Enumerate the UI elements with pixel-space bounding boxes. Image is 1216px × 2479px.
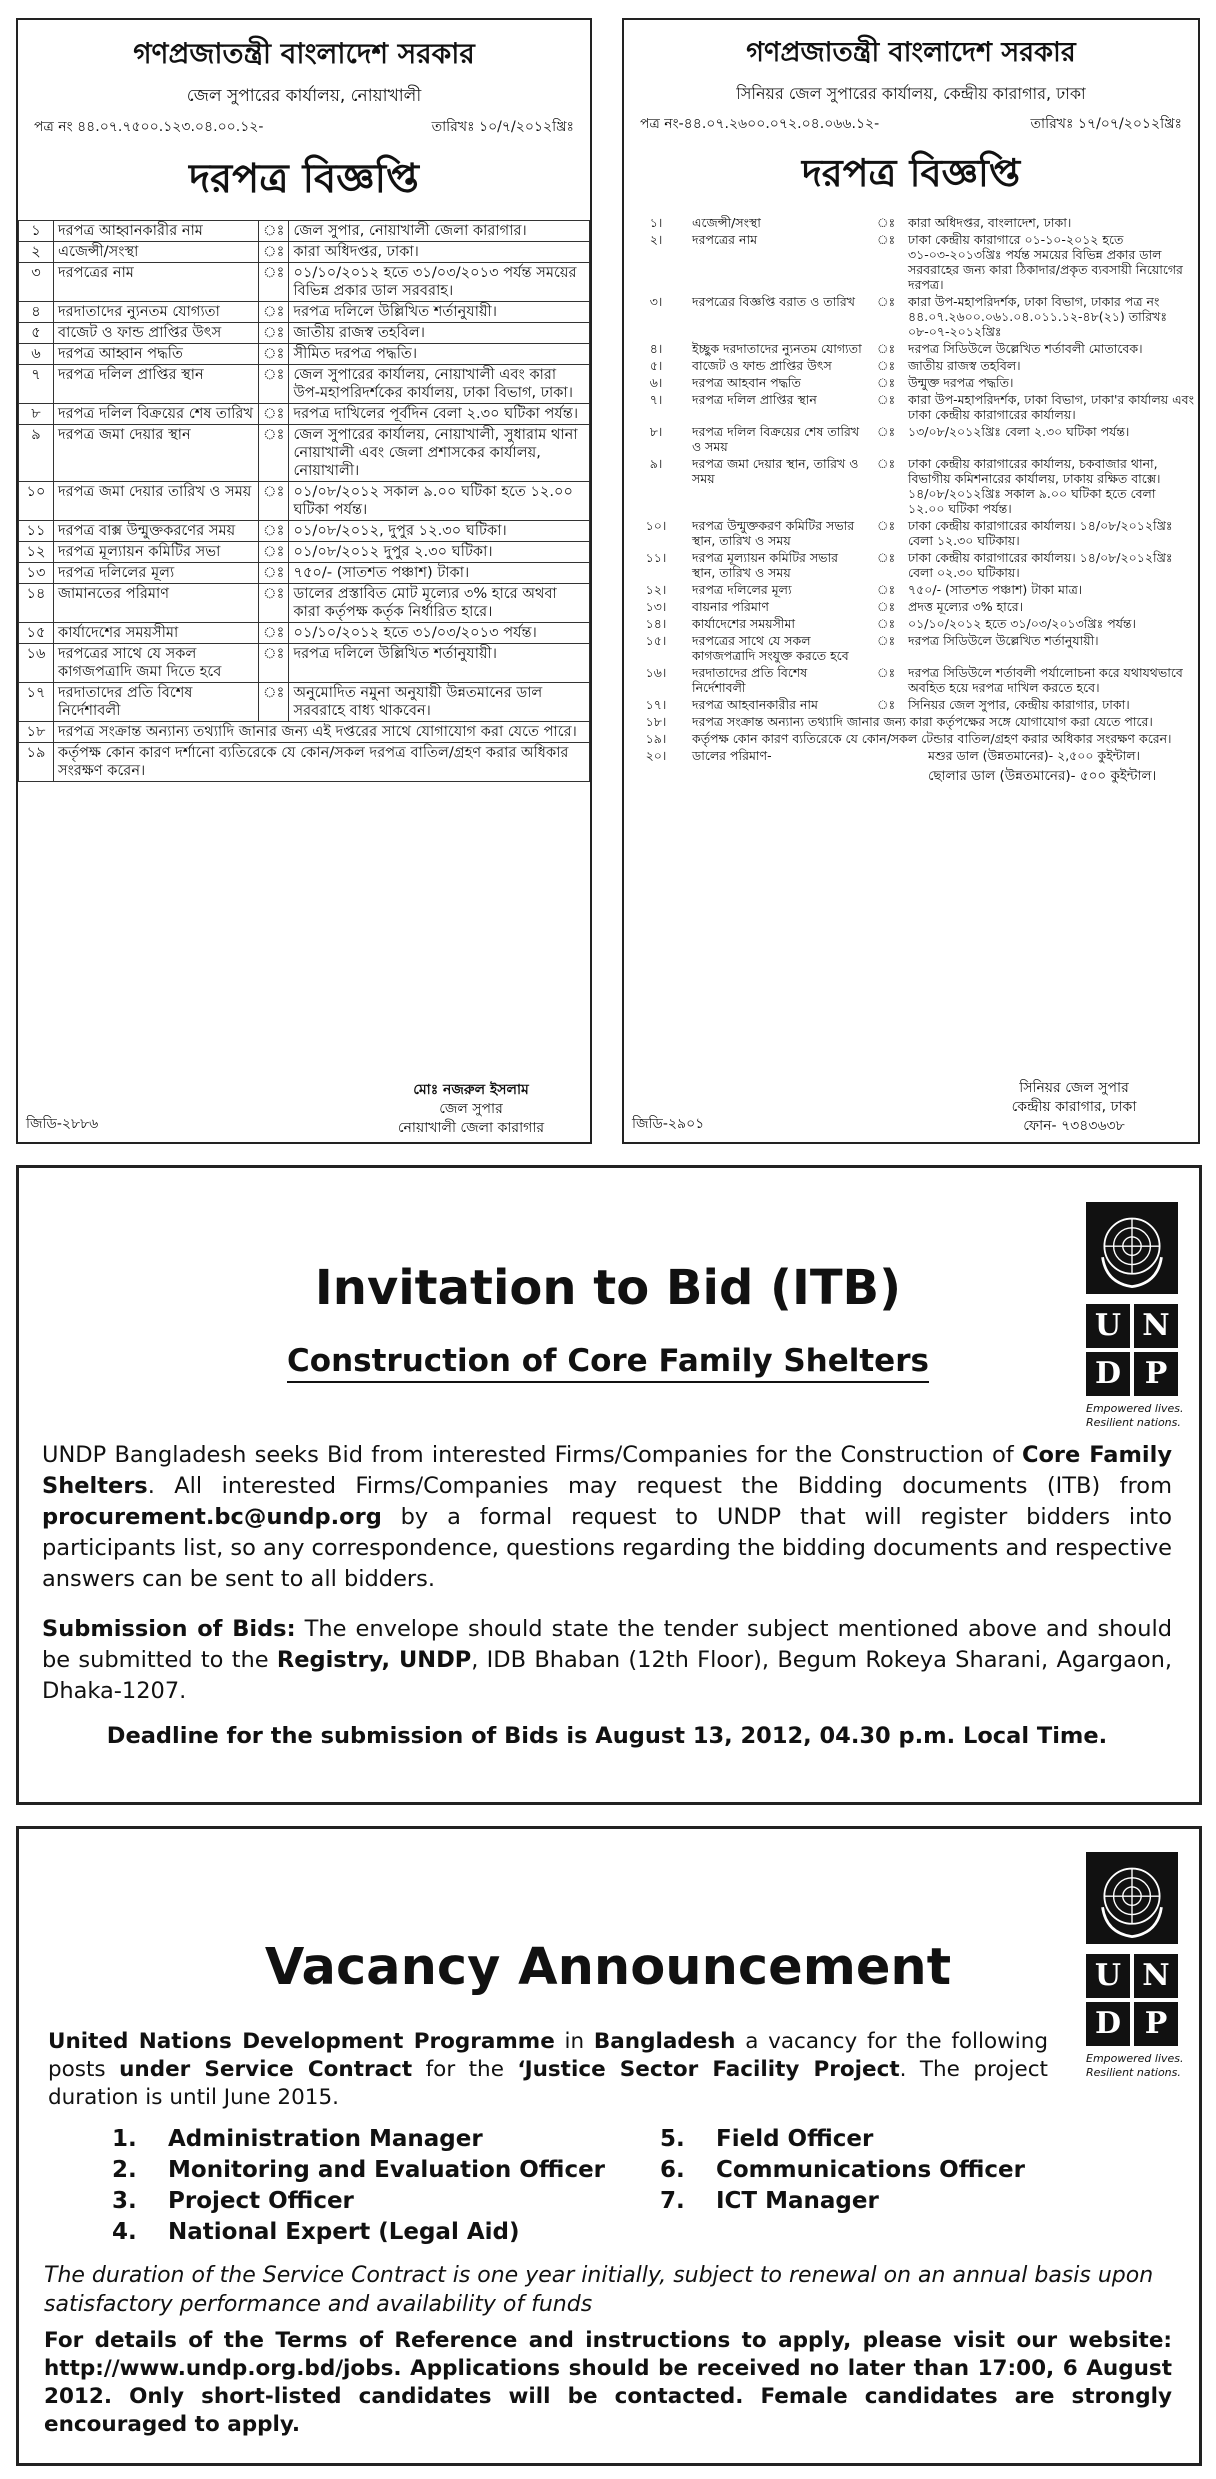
- list-item: [112, 2217, 605, 2248]
- row-value: দরপত্র সিডিউলে উল্লেখিত শর্তানুযায়ী।: [908, 633, 1099, 648]
- row-colon: ঃ: [876, 550, 896, 565]
- row-colon: ঃ: [259, 644, 289, 683]
- row-value: ৭৫০/- (সাতশত পঞ্চাশ) টাকা মাত্র।: [908, 582, 1083, 597]
- row-value: দরপত্র দলিলে উল্লিখিত শর্তানুযায়ী।: [289, 644, 590, 683]
- row-label: জামানতের পরিমাণ: [54, 584, 259, 623]
- row-colon: ঃ: [876, 424, 896, 439]
- row-label: দরপত্রের সাথে যে সকল কাগজপত্রাদি সংযুক্ত করতে হবে: [692, 633, 849, 663]
- left-tender-notice: [16, 18, 592, 1144]
- row-value: দরপত্র দলিলে উল্লিখিত শর্তানুযায়ী।: [289, 302, 590, 323]
- row-value: ৭৫০/- (সাতশত পঞ্চাশ) টাকা।: [289, 563, 590, 584]
- table-row: [624, 713, 1198, 730]
- row-label: এজেন্সী/সংস্থা: [54, 242, 259, 263]
- row-number: ১: [19, 221, 54, 242]
- dal-quantity-1: মশুর ডাল (উন্নতমানের)- ২,৫০০ কুইন্টাল।: [928, 748, 1141, 763]
- row-label: দরপত্র মূল্যায়ন কমিটির সভা: [54, 542, 259, 563]
- row-value: ১৩/০৮/২০১২খ্রিঃ বেলা ২.৩০ ঘটিকা পর্যন্ত।: [908, 424, 1130, 439]
- list-item-title: Communications Officer: [716, 2157, 1025, 2183]
- right-office: সিনিয়র জেল সুপারের কার্যালয়, কেন্দ্রীয় কারাগার, ঢাকা: [736, 84, 1086, 103]
- dal-quantity-2: ছোলার ডাল (উন্নতমানের)- ৫০০ কুইন্টাল।: [928, 768, 1157, 784]
- right-gov-title: গণপ্রজাতন্ত্রী বাংলাদেশ সরকার: [746, 37, 1076, 68]
- left-signatory-office: নোয়াখালী জেলা কারাগার: [397, 1120, 545, 1136]
- row-colon: ঃ: [876, 358, 896, 373]
- row-colon: ঃ: [876, 341, 896, 356]
- row-number: ১৯: [19, 743, 54, 782]
- row-value: জেল সুপারের কার্যালয়, নোয়াখালী, সুধারাম থানা নোয়াখালী এবং জেলা প্রশাসকের কার্যালয়, নোয়াখালী।: [289, 425, 590, 482]
- row-number: ১৭: [19, 683, 54, 722]
- undp-letter-u: U: [1086, 1954, 1130, 1998]
- row-label: দরপত্র দলিলের মূল্য: [54, 563, 259, 584]
- row-label: দরপত্রের নাম: [692, 232, 758, 247]
- row-label: বায়নার পরিমাণ: [692, 599, 769, 614]
- row-value: ঢাকা কেন্দ্রীয় কারাগারের কার্যালয়, চকবাজার থানা, বিভাগীয় কমিশনারের কার্যালয়, ঢাকায় রক্ষিত বাক্সে। ১৪/০৮/২০১২খ্রিঃ সকাল ৯.০০ ঘটিকা হতে বেলা ১২.০০ ঘটিকা পর্যন্ত।: [908, 456, 1161, 516]
- list-item: [112, 2155, 605, 2186]
- list-item-number: 6.: [660, 2157, 685, 2183]
- row-label: দরপত্র আহবানকারীর নাম: [692, 697, 818, 712]
- table-row: [19, 344, 590, 365]
- row-number: ১৭।: [645, 697, 667, 712]
- table-row: [624, 632, 1198, 664]
- row-colon: ঃ: [259, 242, 289, 263]
- table-row: [624, 231, 1198, 293]
- row-label: দরপত্র আহবান পদ্ধতি: [692, 375, 801, 390]
- row-colon: ঃ: [259, 302, 289, 323]
- table-row: [624, 598, 1198, 615]
- table-row: [19, 623, 590, 644]
- undp-letter-p: P: [1134, 2002, 1178, 2046]
- row-label: কার্যাদেশের সময়সীমা: [692, 616, 796, 631]
- row-value: দরপত্র দাখিলের পূর্বদিন বেলা ২.৩০ ঘটিকা পর্যন্ত।: [289, 404, 590, 425]
- row-label: বাজেট ও ফান্ড প্রাপ্তির উৎস: [692, 358, 832, 373]
- right-heading: দরপত্র বিজ্ঞপ্তি: [801, 151, 1021, 195]
- row-value: জাতীয় রাজস্ব তহবিল।: [289, 323, 590, 344]
- list-item-title: Field Officer: [716, 2126, 874, 2152]
- table-row: [19, 263, 590, 302]
- left-tender-table: [18, 220, 590, 782]
- row-number: ১১।: [645, 550, 667, 565]
- list-item-number: 7.: [660, 2188, 685, 2214]
- row-value: ডালের প্রস্তাবিত মোট মূল্যের ৩% হারে অথবা কারা কর্তৃপক্ষ কর্তৃক নির্ধারিত হারে।: [289, 584, 590, 623]
- undp-tagline: Empowered lives. Resilient nations.: [1086, 1402, 1184, 1429]
- row-label: দরপত্র দলিল বিক্রয়ের শেষ তারিখ: [54, 404, 259, 425]
- row-number: ৫।: [649, 358, 663, 373]
- list-item-number: 1.: [112, 2126, 137, 2152]
- table-row: [624, 696, 1198, 713]
- right-signatory-office: কেন্দ্রীয় কারাগার, ঢাকা: [1011, 1099, 1137, 1115]
- row-number: ৩।: [649, 294, 663, 309]
- undp-letter-d: D: [1086, 2002, 1130, 2046]
- row-number: ১৩।: [645, 599, 667, 614]
- row-colon: ঃ: [876, 633, 896, 648]
- row-number: ১৪।: [645, 616, 667, 631]
- row-number: ৭।: [649, 392, 663, 407]
- itb-deadline: Deadline for the submission of Bids is August 13, 2012, 04.30 p.m. Local Time.: [106, 1723, 1108, 1749]
- right-gd-number: জিডি-২৯০১: [632, 1116, 705, 1132]
- row-label: দরপত্র জমা দেয়ার স্থান: [54, 425, 259, 482]
- list-item-number: 2.: [112, 2157, 137, 2183]
- row-colon: ঃ: [259, 404, 289, 425]
- row-text: কর্তৃপক্ষ কোন কারণ ব্যতিরেকে যে কোন/সকল টেন্ডার বাতিল/গ্রহণ করার অধিকার সংরক্ষণ করেন।: [692, 731, 1172, 746]
- vacancy-intro: United Nations Development Programme in Bangladesh a vacancy for the following posts under Service Contract for the ‘Justice Sector Facility Project. The project duration is until June 2015.: [48, 2029, 1048, 2110]
- row-number: ৮।: [649, 424, 663, 439]
- row-value: ০১/১০/২০১২ হতে ৩১/০৩/২০১৩খ্রিঃ পর্যন্ত।: [908, 616, 1137, 631]
- row-colon: ঃ: [259, 521, 289, 542]
- row-number: ৬: [19, 344, 54, 365]
- right-signatory-phone: ফোন- ৭৩৪৩৬৩৮: [1023, 1118, 1125, 1134]
- table-row: [624, 517, 1198, 549]
- list-item: [660, 2155, 1025, 2186]
- row-number: ২০।: [645, 748, 667, 763]
- row-number: ১২: [19, 542, 54, 563]
- row-colon: ঃ: [259, 365, 289, 404]
- row-label: দরদাতাদের প্রতি বিশেষ নির্দেশাবলী: [692, 665, 808, 695]
- row-label: দরপত্র দলিল বিক্রয়ের শেষ তারিখ ও সময়: [692, 424, 860, 454]
- table-row: [19, 425, 590, 482]
- row-number: ১৩: [19, 563, 54, 584]
- undp-logo-vacancy: [1086, 1852, 1184, 2080]
- undp-letter-n: N: [1134, 1304, 1178, 1348]
- row-number: ১৬।: [645, 665, 667, 680]
- table-row: [624, 455, 1198, 517]
- itb-subtitle: Construction of Core Family Shelters: [0, 1343, 1216, 1379]
- row-number: ১৮: [19, 722, 54, 743]
- row-value: সিনিয়র জেল সুপার, কেন্দ্রীয় কারাগার, ঢাকা।: [908, 697, 1130, 712]
- vacancy-posts-right: [660, 2124, 1025, 2217]
- list-item-title: Project Officer: [168, 2188, 354, 2214]
- table-row: [624, 664, 1198, 696]
- row-colon: ঃ: [876, 215, 896, 230]
- row-number: ৯: [19, 425, 54, 482]
- table-row: [19, 365, 590, 404]
- row-label: দরপত্র মূল্যায়ন কমিটির সভার স্থান, তারিখ ও সময়: [692, 550, 838, 580]
- row-colon: ঃ: [259, 425, 289, 482]
- table-row: [624, 357, 1198, 374]
- row-text: দরপত্র সংক্রান্ত অন্যান্য তথ্যাদি জানার জন্য কারা কর্তৃপক্ষের সঙ্গে যোগাযোগ করা যেতে পারে।: [692, 714, 1153, 729]
- right-tender-notice: [622, 18, 1200, 1144]
- row-number: ১।: [649, 215, 663, 230]
- row-value: ০১/০৮/২০১২ দুপুর ২.৩০ ঘটিকা।: [289, 542, 590, 563]
- row-number: ১৯।: [645, 731, 667, 746]
- left-memo-line: [18, 115, 590, 139]
- table-row: [19, 584, 590, 623]
- undp-letter-n: N: [1134, 1954, 1178, 1998]
- row-colon: ঃ: [876, 456, 896, 471]
- row-colon: ঃ: [259, 683, 289, 722]
- row-colon: ঃ: [259, 563, 289, 584]
- right-signature: [964, 1079, 1184, 1136]
- right-memo-line: [624, 112, 1198, 136]
- table-row: [19, 404, 590, 425]
- row-colon: ঃ: [876, 697, 896, 712]
- table-row: [624, 615, 1198, 632]
- row-label: এজেন্সী/সংস্থা: [692, 215, 761, 230]
- row-number: ১০।: [645, 518, 667, 533]
- list-item: [112, 2186, 605, 2217]
- row-label: দরপত্র বাক্স উন্মুক্তকরণের সময়: [54, 521, 259, 542]
- row-value: জেল সুপার, নোয়াখালী জেলা কারাগার।: [289, 221, 590, 242]
- row-label: দরপত্র জমা দেয়ার স্থান, তারিখ ও সময়: [692, 456, 859, 486]
- right-memo-no: পত্র নং-৪৪.০৭.২৬০০.০৭২.০৪.০৬৬.১২-: [640, 116, 880, 132]
- row-value: প্রদত্ত মূল্যের ৩% হারে।: [908, 599, 1024, 614]
- row-label: দরপত্র উন্মুক্তকরণ কমিটির সভার স্থান, তারিখ ও সময়: [692, 518, 855, 548]
- table-row: [19, 683, 590, 722]
- row-value: কারা অধিদপ্তর, বাংলাদেশ, ঢাকা।: [908, 215, 1072, 230]
- vacancy-posts-left: [112, 2124, 605, 2248]
- undp-logo-itb: [1086, 1202, 1184, 1430]
- row-number: ৫: [19, 323, 54, 344]
- row-number: ৬।: [649, 375, 663, 390]
- table-row: [624, 374, 1198, 391]
- row-number: ১৫।: [645, 633, 667, 648]
- row-value: সীমিত দরপত্র পদ্ধতি।: [289, 344, 590, 365]
- row-colon: ঃ: [259, 542, 289, 563]
- list-item: [660, 2186, 1025, 2217]
- row-value: ০১/১০/২০১২ হতে ৩১/০৩/২০১৩ পর্যন্ত।: [289, 623, 590, 644]
- row-number: ১২।: [645, 582, 667, 597]
- undp-letter-p: P: [1134, 1352, 1178, 1396]
- right-tender-table: [624, 214, 1198, 785]
- row-label: দরপত্রের বিজ্ঞপ্তি বরাত ও তারিখ: [692, 294, 855, 309]
- right-signatory-title: সিনিয়র জেল সুপার: [1019, 1080, 1129, 1096]
- row-label: দরদাতাদের ন্যুনতম যোগ্যতা: [54, 302, 259, 323]
- row-value: ০১/০৮/২০১২, দুপুর ১২.৩০ ঘটিকা।: [289, 521, 590, 542]
- right-memo-date: তারিখঃ ১৭/০৭/২০১২খ্রিঃ: [1030, 116, 1182, 132]
- table-row: [624, 293, 1198, 340]
- itb-paragraph-2: Submission of Bids: The envelope should state the tender subject mentioned above and should be submitted to the Registry, UNDP, IDB Bhaban (12th Floor), Begum Rokeya Sharani, Agargaon, Dhaka-1207.: [42, 1616, 1173, 1704]
- list-item: [660, 2124, 1025, 2155]
- row-colon: ঃ: [876, 616, 896, 631]
- itb-email: procurement.bc@undp.org: [42, 1504, 382, 1530]
- vacancy-duration: The duration of the Service Contract is one year initially, subject to renewal on an annual basis upon satisfactory performance and availability of funds: [44, 2263, 1154, 2317]
- table-row: [19, 542, 590, 563]
- table-row: [624, 581, 1198, 598]
- row-label: দরপত্র আহ্বানকারীর নাম: [54, 221, 259, 242]
- vacancy-title: Vacancy Announcement: [264, 1938, 952, 1997]
- row-value: কারা অধিদপ্তর, ঢাকা।: [289, 242, 590, 263]
- row-label: দরপত্রের নাম: [54, 263, 259, 302]
- table-row: [624, 214, 1198, 231]
- un-emblem-icon: [1086, 1202, 1178, 1294]
- row-colon: ঃ: [259, 482, 289, 521]
- row-value: ঢাকা কেন্দ্রীয় কারাগারে ০১-১০-২০১২ হতে ৩১-০৩-২০১৩খ্রিঃ পর্যন্ত সময়ের বিভিন্ন প্রকার ডাল সরবরাহের জন্য কারা ঠিকাদার/প্রকৃত ব্যবসায়ী নিয়োগের দরপত্র।: [908, 232, 1183, 292]
- row-colon: ঃ: [876, 392, 896, 407]
- itb-paragraph-1: UNDP Bangladesh seeks Bid from interested Firms/Companies for the Construction of Core Family Shelters. All interested Firms/Companies may request the Bidding documents (ITB) from procurement.bc@undp.org by a formal request to UNDP that will register bidders into participants list, so any correspondence, questions regarding the bidding documents and respective answers can be sent to all bidders.: [42, 1442, 1172, 1592]
- list-item-number: 5.: [660, 2126, 685, 2152]
- row-label: দরপত্র দলিল প্রাপ্তির স্থান: [692, 392, 817, 407]
- row-value: দরপত্র সিডিউলে শর্তাবলী পর্যালোচনা করে যথাযথভাবে অবহিত হয়ে দরপত্র দাখিল করতে হবে।: [908, 665, 1183, 695]
- row-label: ইচ্ছুক দরদাতাদের ন্যুনতম যোগ্যতা: [692, 341, 862, 356]
- table-row: [624, 549, 1198, 581]
- table-row: [19, 242, 590, 263]
- row-value: উন্মুক্ত দরপত্র পদ্ধতি।: [908, 375, 1014, 390]
- table-row: [624, 747, 1198, 785]
- table-row: [19, 563, 590, 584]
- list-item-title: ICT Manager: [716, 2188, 879, 2214]
- row-number: ৪।: [649, 341, 663, 356]
- left-memo-date: তারিখঃ ১০/৭/২০১২খ্রিঃ: [431, 119, 574, 135]
- row-number: ৯।: [649, 456, 663, 471]
- row-number: ৭: [19, 365, 54, 404]
- row-label: ডালের পরিমাণ-: [692, 748, 772, 763]
- row-colon: ঃ: [259, 221, 289, 242]
- row-value: জাতীয় রাজস্ব তহবিল।: [908, 358, 1021, 373]
- row-value: কারা উপ-মহাপরিদর্শক, ঢাকা বিভাগ, ঢাকা'র কার্যালয় এবং ঢাকা কেন্দ্রীয় কারাগারের কার্যালয়।: [908, 392, 1194, 422]
- list-item-title: Administration Manager: [168, 2126, 483, 2152]
- row-value: কারা উপ-মহাপরিদর্শক, ঢাকা বিভাগ, ঢাকার পত্র নং ৪৪.০৭.২৬০০.০৬১.০৪.০১১.১২-৪৮(২১) তারিখঃ ০৮-০৭-২০১২খ্রিঃ: [908, 294, 1168, 339]
- row-number: ১১: [19, 521, 54, 542]
- row-colon: ঃ: [259, 584, 289, 623]
- row-value: ০১/০৮/২০১২ সকাল ৯.০০ ঘটিকা হতে ১২.০০ ঘটিকা পর্যন্ত।: [289, 482, 590, 521]
- table-row: [19, 743, 590, 782]
- row-colon: ঃ: [259, 263, 289, 302]
- row-colon: ঃ: [876, 232, 896, 247]
- row-number: ২: [19, 242, 54, 263]
- row-value: ঢাকা কেন্দ্রীয় কারাগারের কার্যালয়। ১৪/০৮/২০১২খ্রিঃ বেলা ১২.৩০ ঘটিকায়।: [908, 518, 1173, 548]
- row-colon: ঃ: [259, 623, 289, 644]
- row-label: কার্যাদেশের সময়সীমা: [54, 623, 259, 644]
- table-row: [624, 340, 1198, 357]
- table-row: [19, 644, 590, 683]
- row-label: দরপত্র জমা দেয়ার তারিখ ও সময়: [54, 482, 259, 521]
- row-label: দরপত্রের সাথে যে সকল কাগজপত্রাদি জমা দিতে হবে: [54, 644, 259, 683]
- row-value: [868, 747, 1198, 785]
- itb-title: Invitation to Bid (ITB): [314, 1260, 902, 1316]
- row-label: দরপত্র দলিল প্রাপ্তির স্থান: [54, 365, 259, 404]
- table-row: [624, 423, 1198, 455]
- row-colon: ঃ: [876, 665, 896, 680]
- row-label: দরপত্র দলিলের মূল্য: [692, 582, 792, 597]
- list-item: [112, 2124, 605, 2155]
- un-emblem-icon: [1086, 1852, 1178, 1944]
- table-row: [19, 302, 590, 323]
- undp-letter-d: D: [1086, 1352, 1130, 1396]
- row-number: ৪: [19, 302, 54, 323]
- left-signature: [366, 1081, 576, 1138]
- row-value: ০১/১০/২০১২ হতে ৩১/০৩/২০১৩ পর্যন্ত সময়ের বিভিন্ন প্রকার ডাল সরবরাহ।: [289, 263, 590, 302]
- list-item-title: Monitoring and Evaluation Officer: [168, 2157, 606, 2183]
- row-number: ১৬: [19, 644, 54, 683]
- row-label: দরদাতাদের প্রতি বিশেষ নির্দেশাবলী: [54, 683, 259, 722]
- row-value: দরপত্র সিডিউলে উল্লেখিত শর্তাবলী মোতাবেক।: [908, 341, 1143, 356]
- left-office: জেল সুপারের কার্যালয়, নোয়াখালী: [186, 86, 422, 106]
- list-item-title: National Expert (Legal Aid): [168, 2219, 520, 2245]
- row-number: ২।: [649, 232, 663, 247]
- left-heading: দরপত্র বিজ্ঞপ্তি: [189, 156, 419, 202]
- row-colon: ঃ: [876, 518, 896, 533]
- row-text: কর্তৃপক্ষ কোন কারণ দর্শানো ব্যতিরেকে যে কোন/সকল দরপত্র বাতিল/গ্রহণ করার অধিকার সংরক্ষণ করেন।: [54, 743, 590, 782]
- table-row: [19, 521, 590, 542]
- row-colon: ঃ: [259, 323, 289, 344]
- row-value: অনুমোদিত নমুনা অনুযায়ী উন্নতমানের ডাল সরবরাহে বাধ্য থাকবেন।: [289, 683, 590, 722]
- row-value: জেল সুপারের কার্যালয়, নোয়াখালী এবং কারা উপ-মহাপরিদর্শকের কার্যালয়, ঢাকা বিভাগ, ঢাকা।: [289, 365, 590, 404]
- table-row: [19, 221, 590, 242]
- row-number: ৮: [19, 404, 54, 425]
- row-text: দরপত্র সংক্রান্ত অন্যান্য তথ্যাদি জানার জন্য এই দপ্তরের সাথে যোগাযোগ করা যেতে পারে।: [54, 722, 590, 743]
- list-item-number: 4.: [112, 2219, 137, 2245]
- left-gd-number: জিডি-২৮৮৬: [26, 1116, 99, 1132]
- table-row: [19, 722, 590, 743]
- list-item-number: 3.: [112, 2188, 137, 2214]
- table-row: [19, 323, 590, 344]
- row-colon: ঃ: [876, 375, 896, 390]
- row-value: ঢাকা কেন্দ্রীয় কারাগারের কার্যালয়। ১৪/০৮/২০১২খ্রিঃ বেলা ০২.৩০ ঘটিকায়।: [908, 550, 1173, 580]
- left-signatory-name: মোঃ নজরুল ইসলাম: [413, 1082, 529, 1098]
- undp-letter-u: U: [1086, 1304, 1130, 1348]
- row-colon: ঃ: [259, 344, 289, 365]
- left-gov-title: গণপ্রজাতন্ত্রী বাংলাদেশ সরকার: [133, 37, 475, 70]
- row-number: ১৪: [19, 584, 54, 623]
- left-memo-no: পত্র নং ৪৪.০৭.৭৫০০.১২৩.০৪.০০.১২-: [34, 119, 264, 135]
- table-row: [19, 482, 590, 521]
- row-number: ৩: [19, 263, 54, 302]
- row-colon: ঃ: [876, 294, 896, 309]
- row-label: বাজেট ও ফান্ড প্রাপ্তির উৎস: [54, 323, 259, 344]
- row-colon: ঃ: [876, 582, 896, 597]
- row-number: ১০: [19, 482, 54, 521]
- left-signatory-title: জেল সুপার: [439, 1101, 503, 1117]
- undp-tagline: Empowered lives. Resilient nations.: [1086, 2052, 1184, 2079]
- row-number: ১৫: [19, 623, 54, 644]
- row-colon: ঃ: [876, 599, 896, 614]
- row-label: দরপত্র আহ্বান পদ্ধতি: [54, 344, 259, 365]
- vacancy-details: For details of the Terms of Reference and instructions to apply, please visit our website: http://www.undp.org.bd/jobs. Applications should be received no later than 17:00, 6 August 2012. Only short-listed candidates will be contacted. Female candidates are strongly encouraged to apply.: [44, 2328, 1172, 2437]
- table-row: [624, 730, 1198, 747]
- row-number: ১৮।: [645, 714, 667, 729]
- table-row: [624, 391, 1198, 423]
